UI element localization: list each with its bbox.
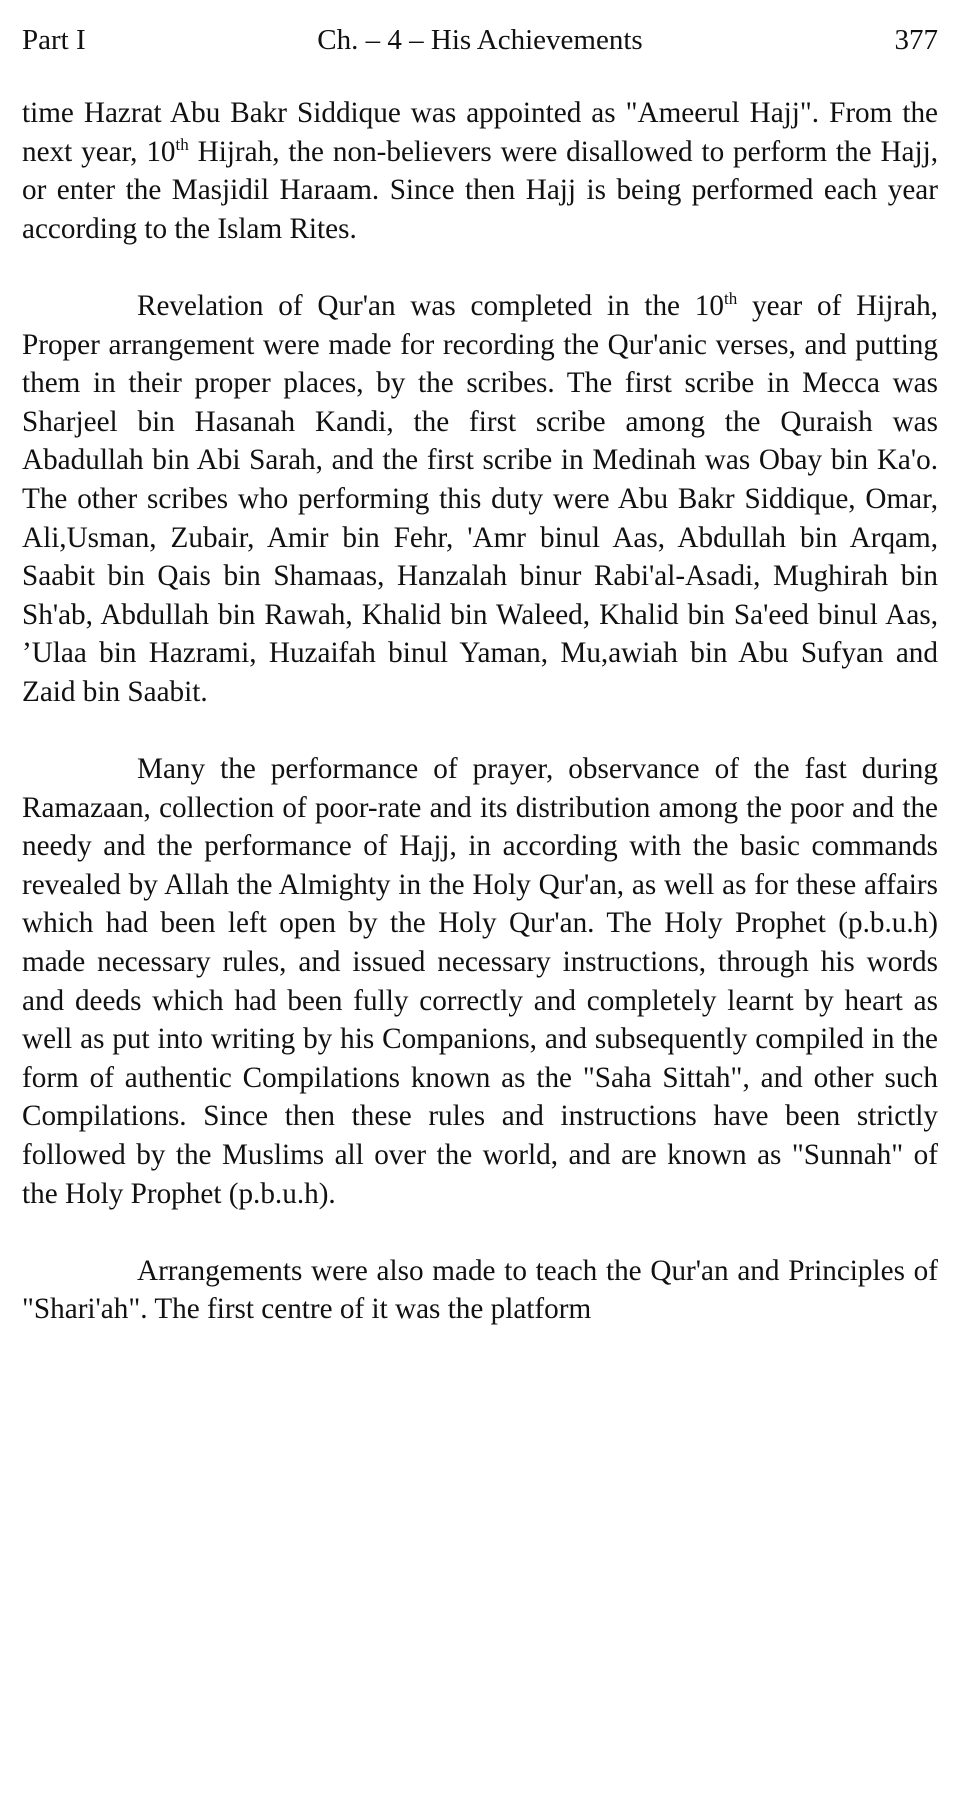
ordinal-suffix: th — [175, 134, 189, 154]
running-header — [22, 20, 938, 60]
paragraph-scribes — [22, 287, 938, 712]
paragraph-hajj — [22, 94, 938, 248]
paragraph-shariah: Arrangements were also made to teach the Qur'an and Principles of "Shari'ah". The first centre of it was the platform — [22, 1254, 938, 1326]
paragraph-scribes-text-b: year of Hijrah, Proper arrangement were made for recording the Qur'anic verses, and putting them in their proper places, by the scribes. The first scribe in Mecca was Sharjeel bin Hasanah Kandi, the first scribe among the Quraish was Abadullah bin Abi Sarah, and the first scribe in Medinah was Obay bin Ka'o. The other scribes who performing this duty were Abu Bakr Siddique, Omar, Ali,Usman, Zubair, Amir bin Fehr, 'Amr binul Aas, Abdullah bin Arqam, Saabit bin Qais bin Shamaas, Hanzalah binur Rabi'al-Asadi, Mughirah bin Sh'ab, Abdullah bin Rawah, Khalid bin Waleed, Khalid bin Sa'eed binul Aas, ’Ulaa bin Hazrami, Huzaifah binul Yaman, Mu,awiah bin Abu Sufyan and Zaid bin Saabit. — [22, 289, 938, 708]
page-number: 377 — [894, 24, 938, 56]
paragraph-hajj-text-a: time Hazrat Abu Bakr Siddique was appointed as "Ameerul Hajj". From the next year, 10 — [22, 97, 938, 168]
body-text — [22, 94, 938, 1329]
part-label: Part I — [22, 24, 86, 56]
document-page — [22, 20, 938, 1329]
ordinal-suffix: th — [723, 288, 738, 308]
chapter-title: Ch. – 4 – His Achievements — [317, 24, 643, 56]
paragraph-scribes-text-a: Revelation of Qur'an was completed in the 10 — [137, 289, 724, 322]
paragraph-sunnah: Many the performance of prayer, observance of the fast during Ramazaan, collection of poor-rate and its distribution among the poor and the needy and the performance of Hajj, in according with the basic commands revealed by Allah the Almighty in the Holy Qur'an, as well as for these affairs which had been left open by the Holy Qur'an. The Holy Prophet (p.b.u.h) made necessary rules, and issued necessary instructions, through his words and deeds which had been fully correctly and completely learnt by heart as well as put into writing by his Companions, and subsequently compiled in the form of authentic Compilations known as the "Saha Sittah", and other such Compilations. Since then these rules and instructions have been strictly followed by the Muslims all over the world, and are known as "Sunnah" of the Holy Prophet (p.b.u.h). — [22, 753, 938, 1210]
paragraph-hajj-text-b: Hijrah, the non-believers were disallowed to perform the Hajj, or enter the Masjidil Haraam. Since then Hajj is being performed each year according to the Islam Rites. — [22, 135, 938, 245]
